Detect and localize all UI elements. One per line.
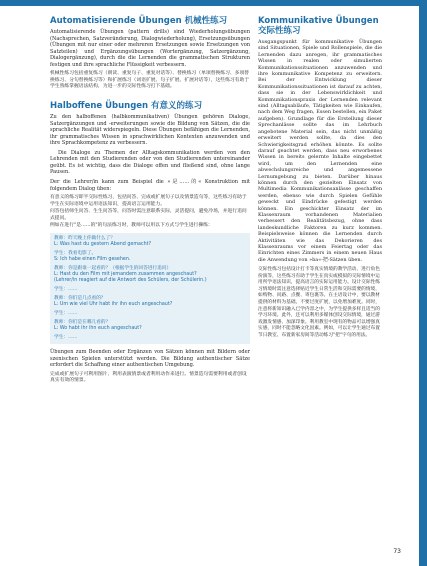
paragraph-de: Übungen zum Beenden oder Ergänzen von Sätzen können mit Bildern oder szenischen Spielen unterstützt werden. Die Bildung authentischer Sätze erfordert die Schaffung einer authentischen Umgebung. [50, 349, 250, 369]
page-number: 73 [393, 548, 401, 555]
section-title-halboffene-uebungen: Halboffene Übungen 有意义的练习 [50, 101, 203, 112]
paragraph-de: Automatisierende Übungen (pattern drills) sind Wiederholungsübungen (Nachsprechen, Satzveränderung, Dialogwiederholung), Ersetzungsübungen (Übungen mit nur einer oder mehreren Ersetzungen sowie Ersetzungen von Satzteilen) und Ergänzungsübungen (Wortergänzung, Satzergänzung, Dialogergänzung), durch die die Lernenden die grammatischen Strukturen festigen und ihre sprachliche Flüssigkeit verbessern. [50, 29, 250, 68]
dialog-line-de: L: Was hast du gestern Abend gemacht? [54, 242, 152, 248]
top-accent-bar [0, 0, 427, 6]
section-title-kommunikative-uebungen: Kommunikative Übungen 交际性练习 [258, 16, 379, 36]
dialog-turn [54, 320, 246, 332]
dialog-line-de: L: Wo habt ihr ihn euch angeschaut? [54, 326, 142, 332]
dialog-line-zh: 学生：…… [54, 311, 78, 317]
dialog-turn [54, 266, 246, 284]
paragraph-de: Zu den halboffenen (halbkommunikativen) Übungen gehören Dialoge, Satzergänzungen und -erweiterungen sowie die Bildung von Sätzen, die die sprachliche Realität widerspiegeln. Diese Übungen befähigen die Lernenden, ihr grammatisches Wissen in sprachwirklichen Kontexten anzuwenden und ihre Sprachkompetenz zu verbessern. [50, 114, 250, 147]
dialog-turn [54, 236, 246, 248]
paragraph-zh: 问答包括师生问答、生生问答等，问答时需注意联系实际，灵活提问，避免冷场，并进行追问式提问。 [50, 209, 247, 221]
dialog-line-zh: 教师：你是跟谁一起看的？（根据学生的回答进行追问） [54, 266, 172, 272]
paragraph-de: Der die Lehrer/in kann zum Beispiel die »是……的« Konstruktion mit folgendem Dialog üben: [50, 178, 250, 192]
dialog-turn [54, 335, 246, 341]
dialog-turn [54, 311, 246, 317]
dialog-line-zh: 学生：我看电影了。 [54, 251, 97, 257]
dialog-turn [54, 287, 246, 293]
paragraph-zh: 机械性练习包括重复练习（朗读、重复句子、重复对话等）、替换练习（单项替换练习、多项替换练习、分句替换练习等）和扩展练习（词语扩展、句子扩展、扩展对话等），这些练习有助于学生熟练掌握语法结构，为进一步的交际性练习打下基础。 [50, 71, 250, 90]
paragraph-zh: 例如在进行"是……的"的句法练习时，教师可以用以下方式与学生进行操练： [50, 223, 213, 229]
paragraph-zh: 交际性练习包括设计打卡等真实情境的教学活动、进行角色扮演等，这些练习有助于学生在真实或模拟的交际情境中运用所学语法知识，提高语言的实际运用能力。设计交际性练习情境时需注意选择贴近学生日常生活和交际需要的情境，如购物、问路、点餐、寄包裹等。在主语设计中，要以教材提供的材料为基础，不要过度扩展，以免增加难度。同时，注意将新知识融入已学内容之中，为学生提供多样且适当的学习环境。此外，还可以利用多媒体创设交际情境，通过游戏激发情感、加深印象。利用教室中现有的物品可以增强真实感，同时不能忽略文化因素。例如，可以让学生通过布置节日教室、布置新家房间等活动练习"把"字句的用法。 [258, 267, 380, 338]
dialog-line-zh: 学生：…… [54, 335, 78, 341]
dialog-line-zh: 学生：…… [54, 287, 78, 293]
dialog-turn [54, 296, 246, 308]
dialog-line-zh: 教师：你们是几点看的？ [54, 296, 106, 302]
paragraph-de: Die Dialoge zu Themen der Alltagskommunikation werden von den Lehrenden mit den Studierenden oder von den Studierenden untereinander geübt. Es ist wichtig, dass die Dialoge offen und fließend sind, ohne lange Pausen. [50, 149, 250, 176]
paragraph-zh: 有意义的练习即半交际性练习，包括问答、完成或扩展句子以及情景造句等，这些练习有助于学生在实际语境中运用语法知识，提高语言运用能力。 [50, 195, 247, 207]
dialog-line-zh: 教师：昨天晚上你做什么了？ [54, 236, 115, 242]
right-edge-accent-strip [419, 0, 427, 566]
section-title-automatisierende-uebungen: Automatisierende Übungen 机械性练习 [50, 16, 228, 26]
dialog-line-de: L: Hast du den Film mit jemandem zusammen angeschaut? (Lehrer/in reagiert auf die Antwort des Schülers, der Schülerin.) [54, 272, 207, 284]
example-dialog-box [50, 233, 250, 344]
right-column [258, 16, 382, 339]
dialog-line-de: L: Um wie viel Uhr habt ihr ihn euch angeschaut? [54, 302, 173, 308]
left-column [50, 16, 250, 388]
paragraph-zh: 完成或扩展句子可利用图片、利用表演情景或者利用动作来进行。情景造句需要利用或者创设真实有效的情景。 [50, 371, 247, 384]
dialog-line-de: S: Ich habe einen Film gesehen. [54, 257, 131, 263]
paragraph-de: Ausgangspunkt für kommunikative Übungen sind Situationen, Spiele und Rollenspiele, die die Lernenden dazu anregen, ihr grammatisches Wissen in realen oder simulierten Kommunikationssituationen anzuwenden und ihre kommunikative Kompetenz zu erweitern. Bei der Entwicklung dieser Kommunikationssituationen ist darauf zu achten, dass sie in der Lebenswirklichkeit und Kommunikationspraxis der Lernenden relevant sind (Alltagsabläufe, Tätigkeiten wie Einkaufen, nach dem Weg fragen, Essen bestellen, ein Paket aufgeben). Grundlage für die Erstellung dieser Sprechanlässe sollte das im Lehrbuch angebotene Material sein, das nicht unmäßig erweitert werden sollte, da dies den Schwierigkeitsgrad erhöhen könnte. Es sollte darauf geachtet werden, dass neu erworbenes Wissen in bereits gelernte Inhalte eingebettet wird, um den Lernenden eine abwechslungsreiche und angemessene Lernumgebung zu bieten. Darüber hinaus können durch den gezielten Einsatz von Multimedia Kommunikationsanlässe geschaffen werden, ebenso wie durch Spielen Gefühle geweckt und Eindrücke gefestigt werden können. Ein geschickter Einsatz der im Klassenraum vorhandenen Materialien verbessert den Realitätsbezug, ohne dass landeskundliche Faktoren zu kurz kommen. Beispielsweise können die Lernenden durch Aktivitäten wie das Dekorieren des Klassenraums vor einem Feiertag oder das Einrichten eines Zimmers in einem neuen Haus die Anwendung von »ba«-把-Sätzen üben. [258, 39, 382, 263]
dialog-line-zh: 教师：你们是在哪儿看的？ [54, 320, 111, 326]
dialog-turn [54, 251, 246, 263]
